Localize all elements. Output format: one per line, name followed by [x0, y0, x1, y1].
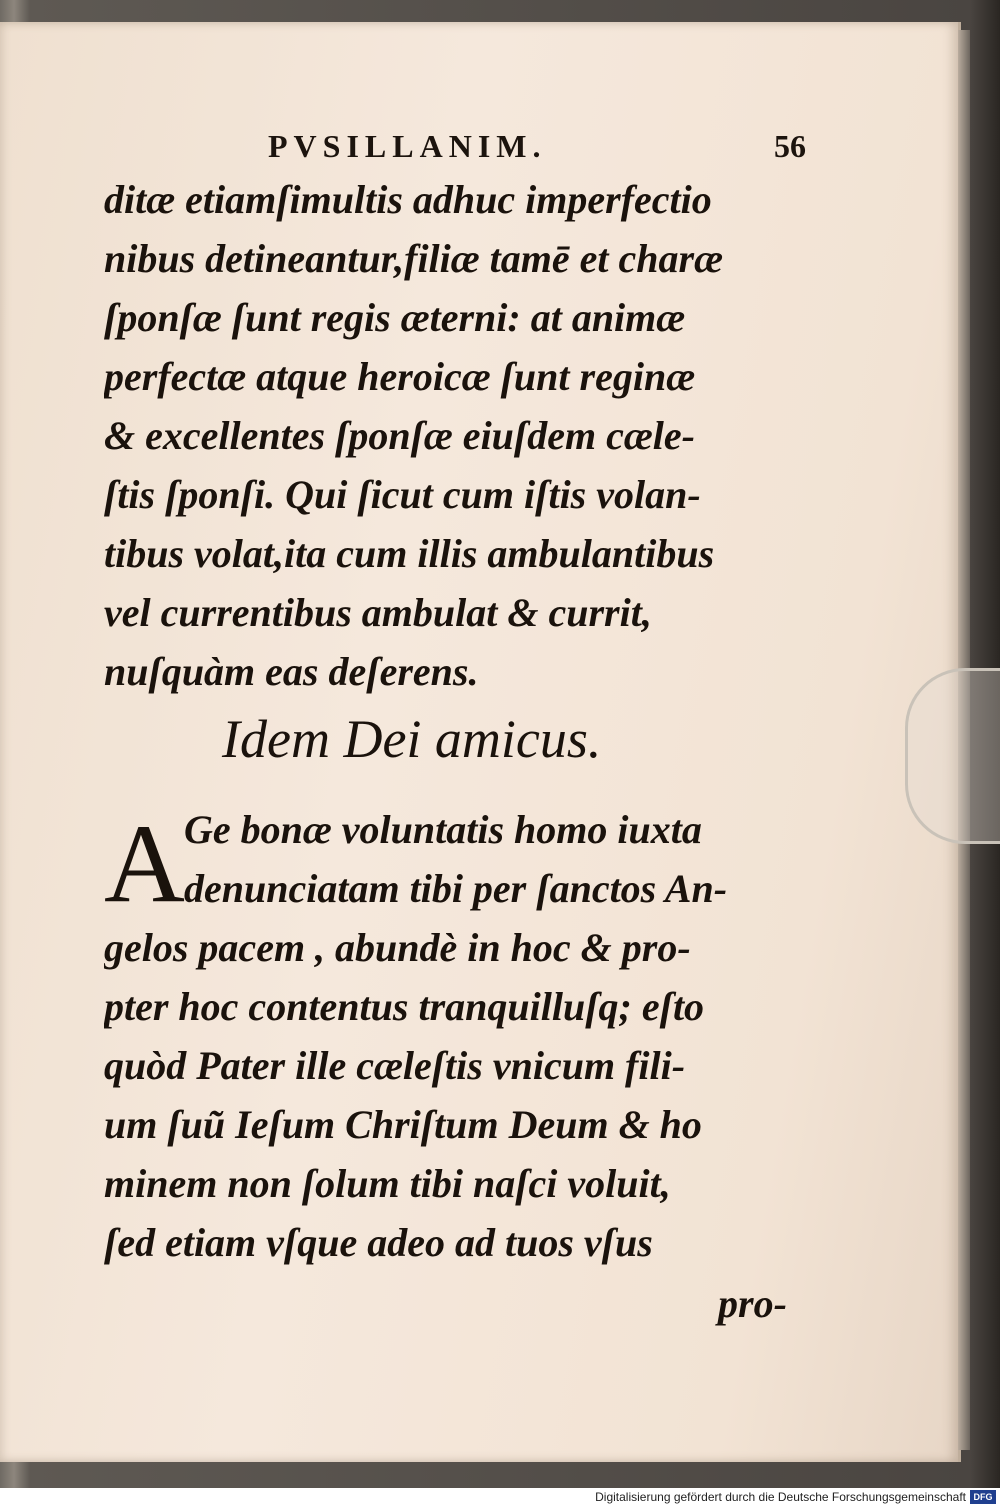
catchword: pro-: [718, 1281, 787, 1326]
text-line: ſtis ſponſi. Qui ſicut cum iſtis volan-: [104, 472, 701, 517]
text-line: Ge bonæ voluntatis homo iuxta: [184, 807, 702, 852]
text-line: tibus volat,ita cum illis ambulantibus: [104, 531, 715, 576]
dfg-logo: DFG: [970, 1490, 996, 1504]
text-line: gelos pacem , abundè in hoc & pro-: [104, 925, 691, 970]
running-head: PVSILLANIM.: [268, 128, 547, 164]
footer-credit: Digitalisierung gefördert durch die Deutsche Forschungsgemeinschaft: [595, 1490, 966, 1504]
text-line: quòd Pater ille cæleſtis vnicum fili-: [104, 1043, 686, 1088]
page-clip: [905, 668, 1000, 844]
text-line: & excellentes ſponſæ eiuſdem cæle-: [104, 413, 695, 458]
text-line: vel currentibus ambulat & currit,: [104, 590, 652, 635]
text-line: minem non ſolum tibi naſci voluit,: [104, 1161, 671, 1206]
section-heading: Idem Dei amicus.: [222, 709, 602, 769]
text-line: um ſuũ Ieſum Chriſtum Deum & ho: [104, 1102, 702, 1147]
text-line: nibus detineantur,filiæ tamē et charæ: [104, 236, 723, 281]
page-number: 56: [774, 128, 806, 164]
text-line: denunciatam tibi per ſanctos An-: [184, 866, 728, 911]
paragraph-1: [104, 170, 824, 701]
text-line: pter hoc contentus tranquilluſq; eſto: [104, 984, 705, 1029]
paragraph-2: [104, 800, 824, 1272]
text-line: ditæ etiamſimultis adhuc imperfectio: [104, 177, 712, 222]
text-line: perfectæ atque heroicæ ſunt reginæ: [104, 354, 696, 399]
text-line: ſponſæ ſunt regis æterni: at animæ: [104, 295, 686, 340]
text-line: nuſquàm eas deſerens.: [104, 649, 479, 694]
drop-cap: A: [104, 802, 185, 926]
text-line: ſed etiam vſque adeo ad tuos vſus: [104, 1220, 653, 1265]
